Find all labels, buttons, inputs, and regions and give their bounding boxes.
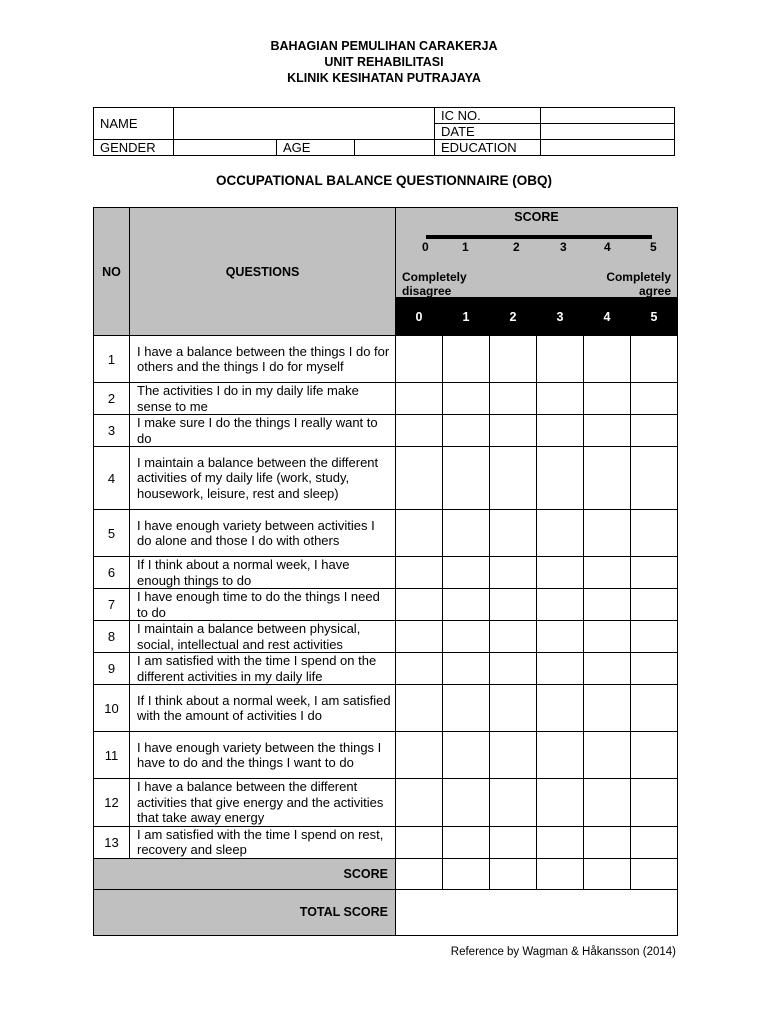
answer-cell-score-4[interactable] [584,589,631,621]
obq-table [93,207,678,936]
answer-cell-score-1[interactable] [443,621,490,653]
answer-cell-score-1[interactable] [443,447,490,510]
answer-cell-score-3[interactable] [537,685,584,732]
gender-field[interactable] [174,140,277,156]
answer-cell-score-4[interactable] [584,653,631,685]
answer-cell-score-2[interactable] [490,826,537,858]
score-col-3: 3 [537,298,584,336]
answer-cell-score-5[interactable] [631,510,678,557]
answer-cell-score-2[interactable] [490,589,537,621]
score-col-5: 5 [631,298,678,336]
answer-cell-score-0[interactable] [396,732,443,779]
total-score-label: TOTAL SCORE [94,889,396,935]
question-row [94,653,678,685]
answer-cell-score-2[interactable] [490,447,537,510]
answer-cell-score-3[interactable] [537,826,584,858]
question-text: I maintain a balance between the different activities of my daily life (work, study, housework, leisure, rest and sleep) [130,447,396,510]
question-number: 3 [94,415,130,447]
question-row [94,779,678,827]
answer-cell-score-1[interactable] [443,510,490,557]
education-field[interactable] [541,140,675,156]
questionnaire-title: OCCUPATIONAL BALANCE QUESTIONNAIRE (OBQ) [216,173,552,188]
question-number: 5 [94,510,130,557]
answer-cell-score-5[interactable] [631,826,678,858]
total-score-row [94,889,678,935]
answer-cell-score-0[interactable] [396,415,443,447]
answer-cell-score-5[interactable] [631,383,678,415]
scale-label-4: 4 [604,240,611,254]
score-row-label: SCORE [94,858,396,889]
scale-label-3: 3 [560,240,567,254]
question-number: 12 [94,779,130,827]
question-number: 11 [94,732,130,779]
question-number: 8 [94,621,130,653]
ic-no-field[interactable] [541,108,675,124]
answer-cell-score-0[interactable] [396,653,443,685]
answer-cell-score-0[interactable] [396,336,443,383]
answer-cell-score-1[interactable] [443,826,490,858]
score-cell-3[interactable] [537,858,584,889]
answer-cell-score-0[interactable] [396,826,443,858]
question-text: I have a balance between the different activities that give energy and the activities that take away energy [130,779,396,827]
answer-cell-score-3[interactable] [537,621,584,653]
question-text: I am satisfied with the time I spend on rest, recovery and sleep [130,826,396,858]
answer-cell-score-3[interactable] [537,779,584,827]
scale-label-5: 5 [650,240,657,254]
answer-cell-score-2[interactable] [490,621,537,653]
answer-cell-score-4[interactable] [584,685,631,732]
answer-cell-score-5[interactable] [631,589,678,621]
ic-no-label: IC NO. [435,108,541,124]
answer-cell-score-5[interactable] [631,685,678,732]
answer-cell-score-3[interactable] [537,510,584,557]
reference-note: Reference by Wagman & Håkansson (2014) [450,946,676,958]
answer-cell-score-0[interactable] [396,510,443,557]
question-text: If I think about a normal week, I am satisfied with the amount of activities I do [130,685,396,732]
answer-cell-score-1[interactable] [443,415,490,447]
score-summary-row [94,858,678,889]
answer-cell-score-3[interactable] [537,447,584,510]
score-cell-1[interactable] [443,858,490,889]
answer-cell-score-4[interactable] [584,415,631,447]
question-row [94,336,678,383]
question-number: 4 [94,447,130,510]
anchor-completely-disagree: Completely disagree [402,270,467,298]
question-row [94,732,678,779]
answer-cell-score-2[interactable] [490,383,537,415]
answer-cell-score-0[interactable] [396,621,443,653]
answer-cell-score-0[interactable] [396,685,443,732]
question-row [94,447,678,510]
age-label: AGE [277,140,355,156]
answer-cell-score-5[interactable] [631,621,678,653]
question-text: The activities I do in my daily life make sense to me [130,383,396,415]
question-number: 9 [94,653,130,685]
answer-cell-score-5[interactable] [631,447,678,510]
answer-cell-score-1[interactable] [443,589,490,621]
score-col-1: 1 [443,298,490,336]
answer-cell-score-2[interactable] [490,336,537,383]
name-field[interactable] [174,108,435,140]
answer-cell-score-1[interactable] [443,557,490,589]
score-header [396,208,678,298]
answer-cell-score-3[interactable] [537,732,584,779]
name-label: NAME [94,108,174,140]
answer-cell-score-4[interactable] [584,779,631,827]
question-number: 13 [94,826,130,858]
answer-cell-score-1[interactable] [443,336,490,383]
question-row [94,415,678,447]
answer-cell-score-2[interactable] [490,557,537,589]
document-header [0,38,768,86]
answer-cell-score-0[interactable] [396,589,443,621]
question-row [94,383,678,415]
question-text: I have enough time to do the things I need to do [130,589,396,621]
score-col-2: 2 [490,298,537,336]
question-number: 6 [94,557,130,589]
question-text: I maintain a balance between physical, social, intellectual and rest activities [130,621,396,653]
answer-cell-score-0[interactable] [396,383,443,415]
answer-cell-score-5[interactable] [631,732,678,779]
anchor-completely-agree: Completely agree [606,270,671,298]
header-line-2: UNIT REHABILITASI [324,55,444,69]
header-line-1: BAHAGIAN PEMULIHAN CARAKERJA [270,39,498,53]
age-field[interactable] [355,140,435,156]
answer-cell-score-2[interactable] [490,510,537,557]
answer-cell-score-3[interactable] [537,336,584,383]
question-text: I have a balance between the things I do for others and the things I do for myself [130,336,396,383]
answer-cell-score-3[interactable] [537,589,584,621]
question-text: If I think about a normal week, I have enough things to do [130,557,396,589]
gender-label: GENDER [94,140,174,156]
answer-cell-score-1[interactable] [443,383,490,415]
question-row [94,557,678,589]
date-field[interactable] [541,124,675,140]
score-cell-5[interactable] [631,858,678,889]
question-row [94,826,678,858]
date-label: DATE [435,124,541,140]
answer-cell-score-2[interactable] [490,415,537,447]
answer-cell-score-3[interactable] [537,653,584,685]
question-text: I make sure I do the things I really want to do [130,415,396,447]
score-cell-2[interactable] [490,858,537,889]
scale-bar [426,235,652,239]
answer-cell-score-2[interactable] [490,685,537,732]
question-number: 7 [94,589,130,621]
answer-cell-score-4[interactable] [584,826,631,858]
question-text: I have enough variety between the things I have to do and the things I want to do [130,732,396,779]
score-header-label: SCORE [514,210,559,224]
answer-cell-score-2[interactable] [490,779,537,827]
answer-cell-score-1[interactable] [443,732,490,779]
answer-cell-score-5[interactable] [631,653,678,685]
answer-cell-score-0[interactable] [396,447,443,510]
answer-cell-score-2[interactable] [490,732,537,779]
education-label: EDUCATION [435,140,541,156]
question-row [94,589,678,621]
answer-cell-score-0[interactable] [396,779,443,827]
answer-cell-score-5[interactable] [631,779,678,827]
answer-cell-score-3[interactable] [537,557,584,589]
no-column-header: NO [94,208,130,336]
answer-cell-score-4[interactable] [584,557,631,589]
question-row [94,621,678,653]
questions-column-header: QUESTIONS [130,208,396,336]
answer-cell-score-3[interactable] [537,383,584,415]
answer-cell-score-4[interactable] [584,447,631,510]
score-col-4: 4 [584,298,631,336]
answer-cell-score-5[interactable] [631,557,678,589]
answer-cell-score-4[interactable] [584,383,631,415]
answer-cell-score-1[interactable] [443,685,490,732]
header-line-3: KLINIK KESIHATAN PUTRAJAYA [287,71,481,85]
score-col-0: 0 [396,298,443,336]
question-number: 10 [94,685,130,732]
question-number: 1 [94,336,130,383]
answer-cell-score-5[interactable] [631,415,678,447]
answer-cell-score-4[interactable] [584,510,631,557]
answer-cell-score-4[interactable] [584,336,631,383]
answer-cell-score-1[interactable] [443,653,490,685]
question-text: I have enough variety between activities I do alone and those I do with others [130,510,396,557]
answer-cell-score-0[interactable] [396,557,443,589]
question-number: 2 [94,383,130,415]
answer-cell-score-4[interactable] [584,621,631,653]
scale-label-0: 0 [422,240,429,254]
score-cell-4[interactable] [584,858,631,889]
answer-cell-score-4[interactable] [584,732,631,779]
patient-info-table [93,107,675,156]
scale-label-2: 2 [513,240,520,254]
answer-cell-score-5[interactable] [631,336,678,383]
question-row [94,685,678,732]
answer-cell-score-1[interactable] [443,779,490,827]
total-score-field[interactable] [396,889,678,935]
scale-label-1: 1 [462,240,469,254]
answer-cell-score-3[interactable] [537,415,584,447]
question-row [94,510,678,557]
score-cell-0[interactable] [396,858,443,889]
question-text: I am satisfied with the time I spend on the different activities in my daily life [130,653,396,685]
answer-cell-score-2[interactable] [490,653,537,685]
